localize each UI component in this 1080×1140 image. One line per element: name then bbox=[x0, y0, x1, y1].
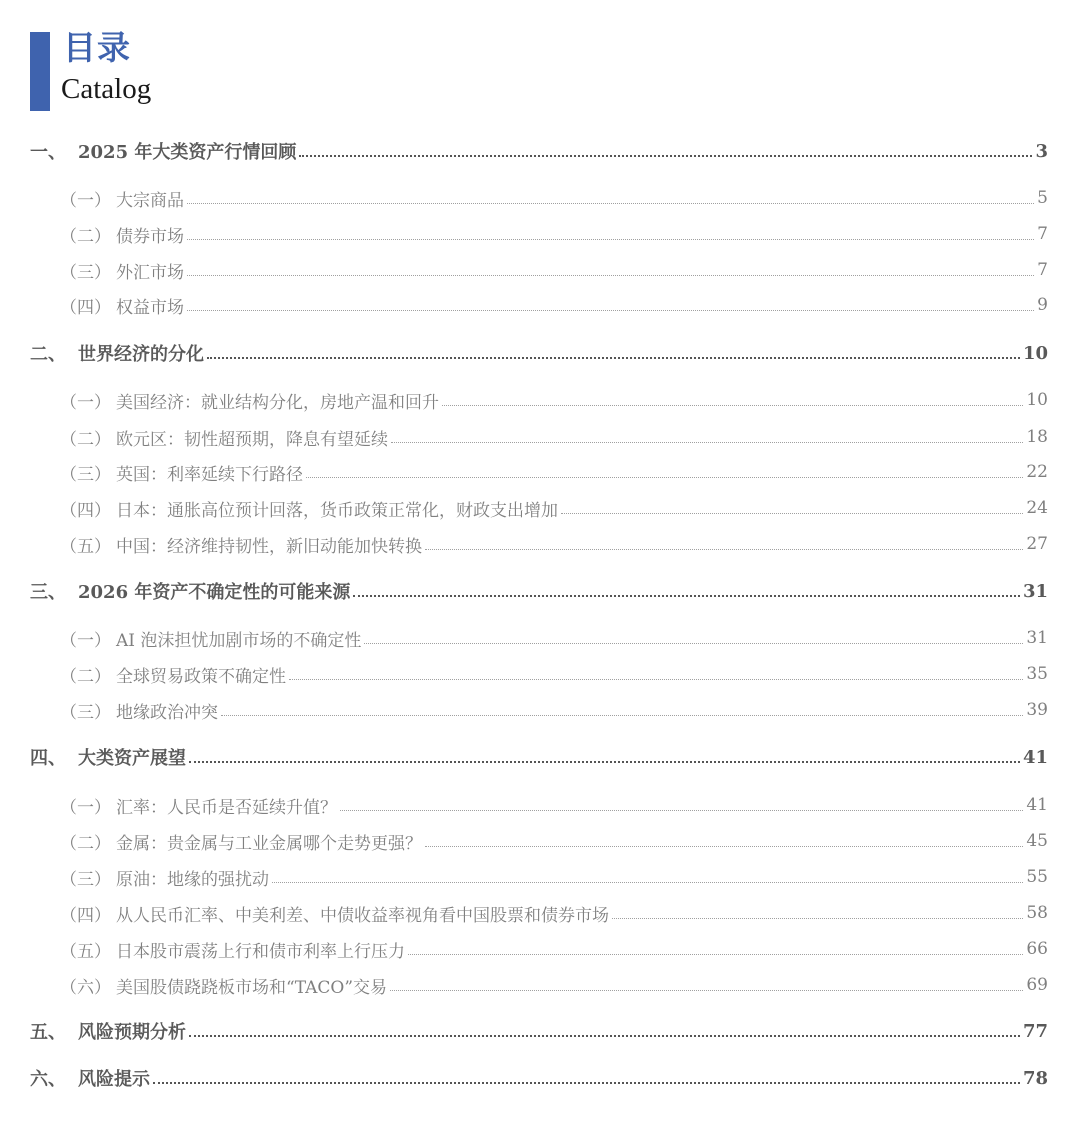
toc-entry-number: （一） bbox=[60, 797, 111, 818]
toc-entry-page: 55 bbox=[1026, 867, 1048, 887]
toc-subsection-entry[interactable] bbox=[30, 900, 1048, 926]
toc-entry-title: 日本股市震荡上行和债市利率上行压力 bbox=[116, 941, 405, 962]
toc-subsection-entry[interactable] bbox=[30, 661, 1048, 687]
toc-entry-title: 2025 年大类资产行情回顾 bbox=[78, 142, 297, 163]
toc-leader-dots bbox=[391, 442, 1023, 443]
toc-leader-dots bbox=[612, 918, 1023, 919]
toc-leader-dots bbox=[272, 882, 1023, 883]
toc-entry-page: 45 bbox=[1026, 831, 1048, 851]
toc-entry-number: 二、 bbox=[30, 344, 66, 365]
toc-leader-dots bbox=[207, 357, 1020, 359]
toc-entry-page: 31 bbox=[1022, 580, 1048, 602]
toc-entry-title: 全球贸易政策不确定性 bbox=[116, 666, 286, 687]
toc-entry-page: 24 bbox=[1026, 498, 1048, 518]
toc-leader-dots bbox=[408, 954, 1023, 955]
toc-entry-number: （二） bbox=[60, 226, 111, 247]
toc-entry-number: （一） bbox=[60, 190, 111, 211]
toc-entry-title: 大类资产展望 bbox=[78, 748, 186, 769]
toc-subsection-entry[interactable] bbox=[30, 221, 1048, 247]
toc-entry-page: 7 bbox=[1037, 224, 1048, 244]
toc-entry-title: 欧元区：韧性超预期，降息有望延续 bbox=[116, 429, 388, 450]
toc-leader-dots bbox=[187, 310, 1034, 311]
toc-leader-dots bbox=[189, 1035, 1020, 1037]
toc-entry-page: 31 bbox=[1026, 628, 1048, 648]
toc-leader-dots bbox=[353, 595, 1020, 597]
toc-entry-page: 27 bbox=[1026, 534, 1048, 554]
page-subtitle: Catalog bbox=[61, 73, 152, 105]
toc-entry-page: 39 bbox=[1026, 700, 1048, 720]
toc-entry-page: 5 bbox=[1037, 188, 1048, 208]
table-of-contents bbox=[30, 0, 1048, 1140]
toc-leader-dots bbox=[306, 477, 1023, 478]
toc-entry-title: 汇率：人民币是否延续升值？ bbox=[116, 797, 337, 818]
page-title: 目录 bbox=[63, 28, 131, 67]
toc-entry-number: （三） bbox=[60, 702, 111, 723]
toc-entry-page: 58 bbox=[1026, 903, 1048, 923]
toc-entry-number: （五） bbox=[60, 536, 111, 557]
toc-section-entry[interactable] bbox=[30, 1065, 1048, 1091]
toc-entry-title: 美国经济：就业结构分化，房地产温和回升 bbox=[116, 392, 439, 413]
toc-entry-title: 债券市场 bbox=[116, 226, 184, 247]
toc-entry-number: （二） bbox=[60, 666, 111, 687]
toc-entry-number: 六、 bbox=[30, 1069, 66, 1090]
toc-section-entry[interactable] bbox=[30, 578, 1048, 604]
toc-subsection-entry[interactable] bbox=[30, 697, 1048, 723]
toc-leader-dots bbox=[442, 405, 1023, 406]
toc-leader-dots bbox=[425, 846, 1023, 847]
toc-subsection-entry[interactable] bbox=[30, 972, 1048, 998]
toc-leader-dots bbox=[425, 549, 1023, 550]
toc-entry-number: 四、 bbox=[30, 748, 66, 769]
toc-entry-title: 2026 年资产不确定性的可能来源 bbox=[78, 582, 351, 603]
toc-entry-number: （三） bbox=[60, 262, 111, 283]
toc-entry-title: 原油：地缘的强扰动 bbox=[116, 869, 269, 890]
toc-subsection-entry[interactable] bbox=[30, 828, 1048, 854]
toc-section-entry[interactable] bbox=[30, 340, 1048, 366]
toc-leader-dots bbox=[187, 239, 1034, 240]
toc-subsection-entry[interactable] bbox=[30, 864, 1048, 890]
toc-entry-title: 从人民币汇率、中美利差、中债收益率视角看中国股票和债券市场 bbox=[116, 905, 609, 926]
toc-entry-number: （一） bbox=[60, 630, 111, 651]
toc-entry-page: 69 bbox=[1026, 975, 1048, 995]
toc-subsection-entry[interactable] bbox=[30, 531, 1048, 557]
toc-subsection-entry[interactable] bbox=[30, 424, 1048, 450]
toc-entry-number: （二） bbox=[60, 833, 111, 854]
toc-leader-dots bbox=[153, 1082, 1020, 1084]
toc-subsection-entry[interactable] bbox=[30, 495, 1048, 521]
toc-entry-number: （四） bbox=[60, 297, 111, 318]
toc-entry-title: 风险提示 bbox=[78, 1069, 150, 1090]
toc-subsection-entry[interactable] bbox=[30, 936, 1048, 962]
toc-entry-page: 9 bbox=[1037, 295, 1048, 315]
toc-entry-title: 风险预期分析 bbox=[78, 1022, 186, 1043]
toc-leader-dots bbox=[187, 203, 1034, 204]
toc-entry-number: 五、 bbox=[30, 1022, 66, 1043]
toc-entry-title: AI 泡沫担忧加剧市场的不确定性 bbox=[116, 630, 362, 651]
toc-entry-title: 大宗商品 bbox=[116, 190, 184, 211]
toc-entry-page: 66 bbox=[1026, 939, 1048, 959]
toc-leader-dots bbox=[299, 155, 1032, 157]
toc-section-entry[interactable] bbox=[30, 744, 1048, 770]
toc-entry-page: 3 bbox=[1035, 140, 1048, 162]
toc-subsection-entry[interactable] bbox=[30, 792, 1048, 818]
toc-entry-title: 地缘政治冲突 bbox=[116, 702, 218, 723]
toc-entry-page: 41 bbox=[1022, 746, 1048, 768]
toc-section-entry[interactable] bbox=[30, 138, 1048, 164]
toc-entry-page: 78 bbox=[1022, 1067, 1048, 1089]
toc-subsection-entry[interactable] bbox=[30, 185, 1048, 211]
toc-leader-dots bbox=[189, 761, 1020, 763]
toc-entry-title: 中国：经济维持韧性，新旧动能加快转换 bbox=[116, 536, 422, 557]
toc-subsection-entry[interactable] bbox=[30, 292, 1048, 318]
toc-entry-title: 权益市场 bbox=[116, 297, 184, 318]
toc-entry-page: 7 bbox=[1037, 260, 1048, 280]
toc-subsection-entry[interactable] bbox=[30, 459, 1048, 485]
toc-leader-dots bbox=[289, 679, 1023, 680]
toc-entry-page: 41 bbox=[1026, 795, 1048, 815]
toc-entry-title: 金属：贵金属与工业金属哪个走势更强？ bbox=[116, 833, 422, 854]
toc-entry-number: （六） bbox=[60, 977, 111, 998]
toc-entry-title: 日本：通胀高位预计回落，货币政策正常化，财政支出增加 bbox=[116, 500, 558, 521]
toc-entry-number: （二） bbox=[60, 429, 111, 450]
toc-subsection-entry[interactable] bbox=[30, 625, 1048, 651]
toc-leader-dots bbox=[364, 643, 1023, 644]
toc-section-entry[interactable] bbox=[30, 1018, 1048, 1044]
toc-entry-page: 77 bbox=[1022, 1020, 1048, 1042]
toc-entry-page: 22 bbox=[1026, 462, 1048, 482]
toc-entry-title: 世界经济的分化 bbox=[78, 344, 204, 365]
toc-entry-title: 外汇市场 bbox=[116, 262, 184, 283]
toc-entry-number: 三、 bbox=[30, 582, 66, 603]
toc-subsection-entry[interactable] bbox=[30, 387, 1048, 413]
toc-entry-number: （四） bbox=[60, 905, 111, 926]
toc-leader-dots bbox=[340, 810, 1023, 811]
toc-leader-dots bbox=[187, 275, 1034, 276]
toc-subsection-entry[interactable] bbox=[30, 257, 1048, 283]
toc-entry-number: 一、 bbox=[30, 142, 66, 163]
toc-entry-number: （四） bbox=[60, 500, 111, 521]
toc-entry-page: 18 bbox=[1026, 427, 1048, 447]
toc-entry-number: （一） bbox=[60, 392, 111, 413]
toc-entry-page: 35 bbox=[1026, 664, 1048, 684]
toc-entry-page: 10 bbox=[1026, 390, 1048, 410]
toc-entry-title: 英国：利率延续下行路径 bbox=[116, 464, 303, 485]
toc-leader-dots bbox=[390, 990, 1023, 991]
toc-entry-title: 美国股债跷跷板市场和“TACO”交易 bbox=[116, 977, 388, 998]
toc-entry-number: （五） bbox=[60, 941, 111, 962]
toc-entry-number: （三） bbox=[60, 464, 111, 485]
toc-leader-dots bbox=[561, 513, 1023, 514]
toc-leader-dots bbox=[221, 715, 1023, 716]
toc-entry-page: 10 bbox=[1022, 342, 1048, 364]
toc-entry-number: （三） bbox=[60, 869, 111, 890]
